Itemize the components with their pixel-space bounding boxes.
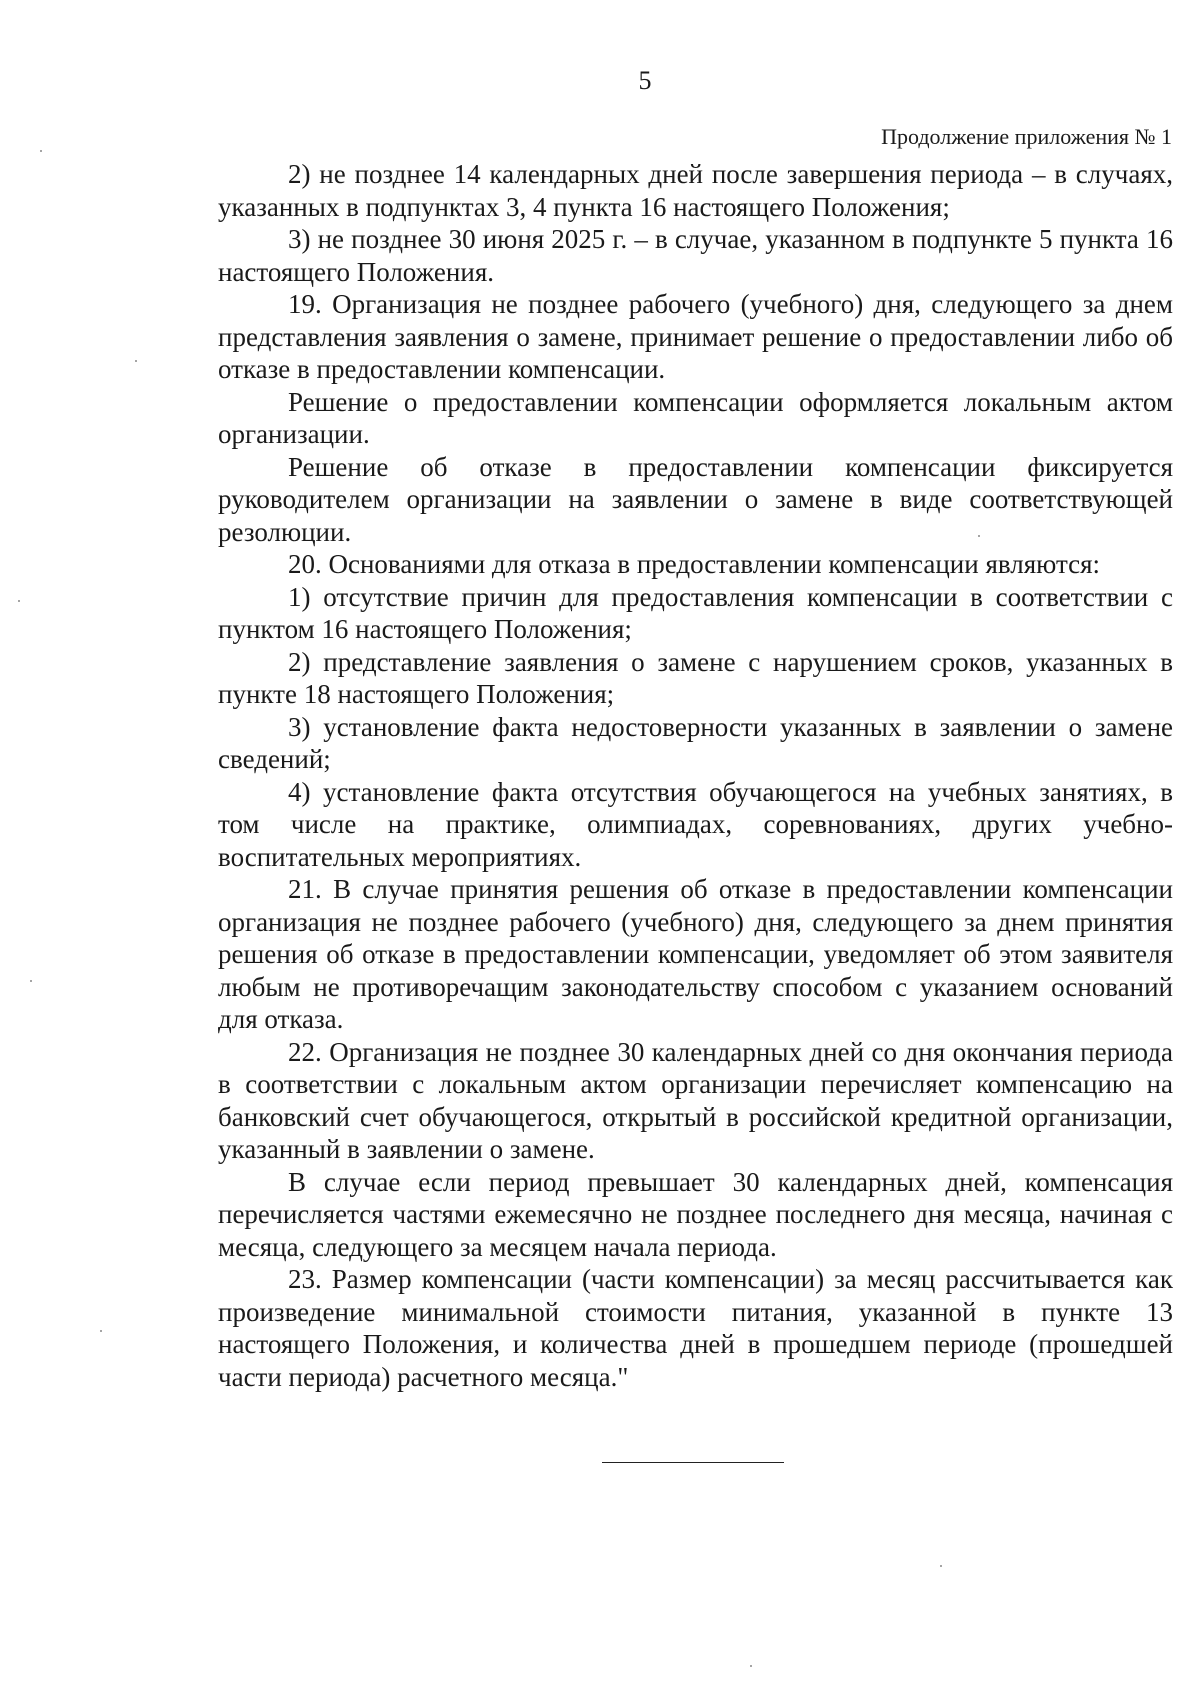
paragraph: 19. Организация не позднее рабочего (учебного) дня, следующего за днем представления заявления о замене, принимает решение о предоставлении либо об отказе в предоставлении компенсации. xyxy=(218,289,1173,384)
scan-speck xyxy=(40,150,42,152)
scan-speck xyxy=(30,980,32,982)
paragraph: 21. В случае принятия решения об отказе в предоставлении компенсации организация не позднее рабочего (учебного) дня, следующего за днем принятия решения об отказе в предоставлении компенсации, уведомляет об этом заявителя любым не противоречащим законодательству способом с указанием оснований для отказа. xyxy=(218,874,1173,1034)
paragraph: 4) установление факта отсутствия обучающегося на учебных занятиях, в том числе на практике, олимпиадах, соревнованиях, других учебно-воспитательных мероприятиях. xyxy=(218,776,1173,872)
end-separator-line xyxy=(602,1462,784,1463)
scan-speck xyxy=(100,1330,102,1332)
scan-speck xyxy=(18,600,20,602)
paragraph: Решение о предоставлении компенсации оформляется локальным актом организации. xyxy=(218,386,1173,449)
paragraph: 1) отсутствие причин для предоставления компенсации в соответствии с пунктом 16 настоящего Положения; xyxy=(218,581,1173,644)
scan-speck xyxy=(135,360,137,362)
paragraph: 3) установление факта недостоверности указанных в заявлении о замене сведений; xyxy=(218,711,1173,774)
paragraph: 2) не позднее 14 календарных дней после завершения периода – в случаях, указанных в подпунктах 3, 4 пункта 16 настоящего Положения; xyxy=(218,159,1173,222)
document-body xyxy=(218,158,1173,1393)
paragraph: 3) не позднее 30 июня 2025 г. – в случае, указанном в подпункте 5 пункта 16 настоящего Положения. xyxy=(218,224,1173,287)
paragraph: Решение об отказе в предоставлении компенсации фиксируется руководителем организации на заявлении о замене в виде соответствующей резолюции. xyxy=(218,451,1173,547)
paragraph: 2) представление заявления о замене с нарушением сроков, указанных в пункте 18 настоящего Положения; xyxy=(218,646,1173,709)
paragraph: В случае если период превышает 30 календарных дней, компенсация перечисляется частями ежемесячно не позднее последнего дня месяца, начиная с месяца, следующего за месяцем начала периода. xyxy=(218,1166,1173,1262)
scan-speck xyxy=(940,1565,942,1567)
scan-speck xyxy=(978,535,980,537)
page-number: 5 xyxy=(638,66,652,95)
scan-speck xyxy=(750,1665,752,1667)
paragraph: 22. Организация не позднее 30 календарных дней со дня окончания периода в соответствии с локальным актом организации перечисляет компенсацию на банковский счет обучающегося, открытый в российской кредитной организации, указанный в заявлении о замене. xyxy=(218,1036,1173,1164)
paragraph: 20. Основаниями для отказа в предоставлении компенсации являются: xyxy=(288,549,1101,579)
appendix-continuation-label: Продолжение приложения № 1 xyxy=(881,124,1172,149)
paragraph: 23. Размер компенсации (части компенсации) за месяц рассчитывается как произведение минимальной стоимости питания, указанной в пункте 13 настоящего Положения, и количества дней в прошедшем периоде (прошедшей части периода) расчетного месяца." xyxy=(218,1264,1173,1392)
